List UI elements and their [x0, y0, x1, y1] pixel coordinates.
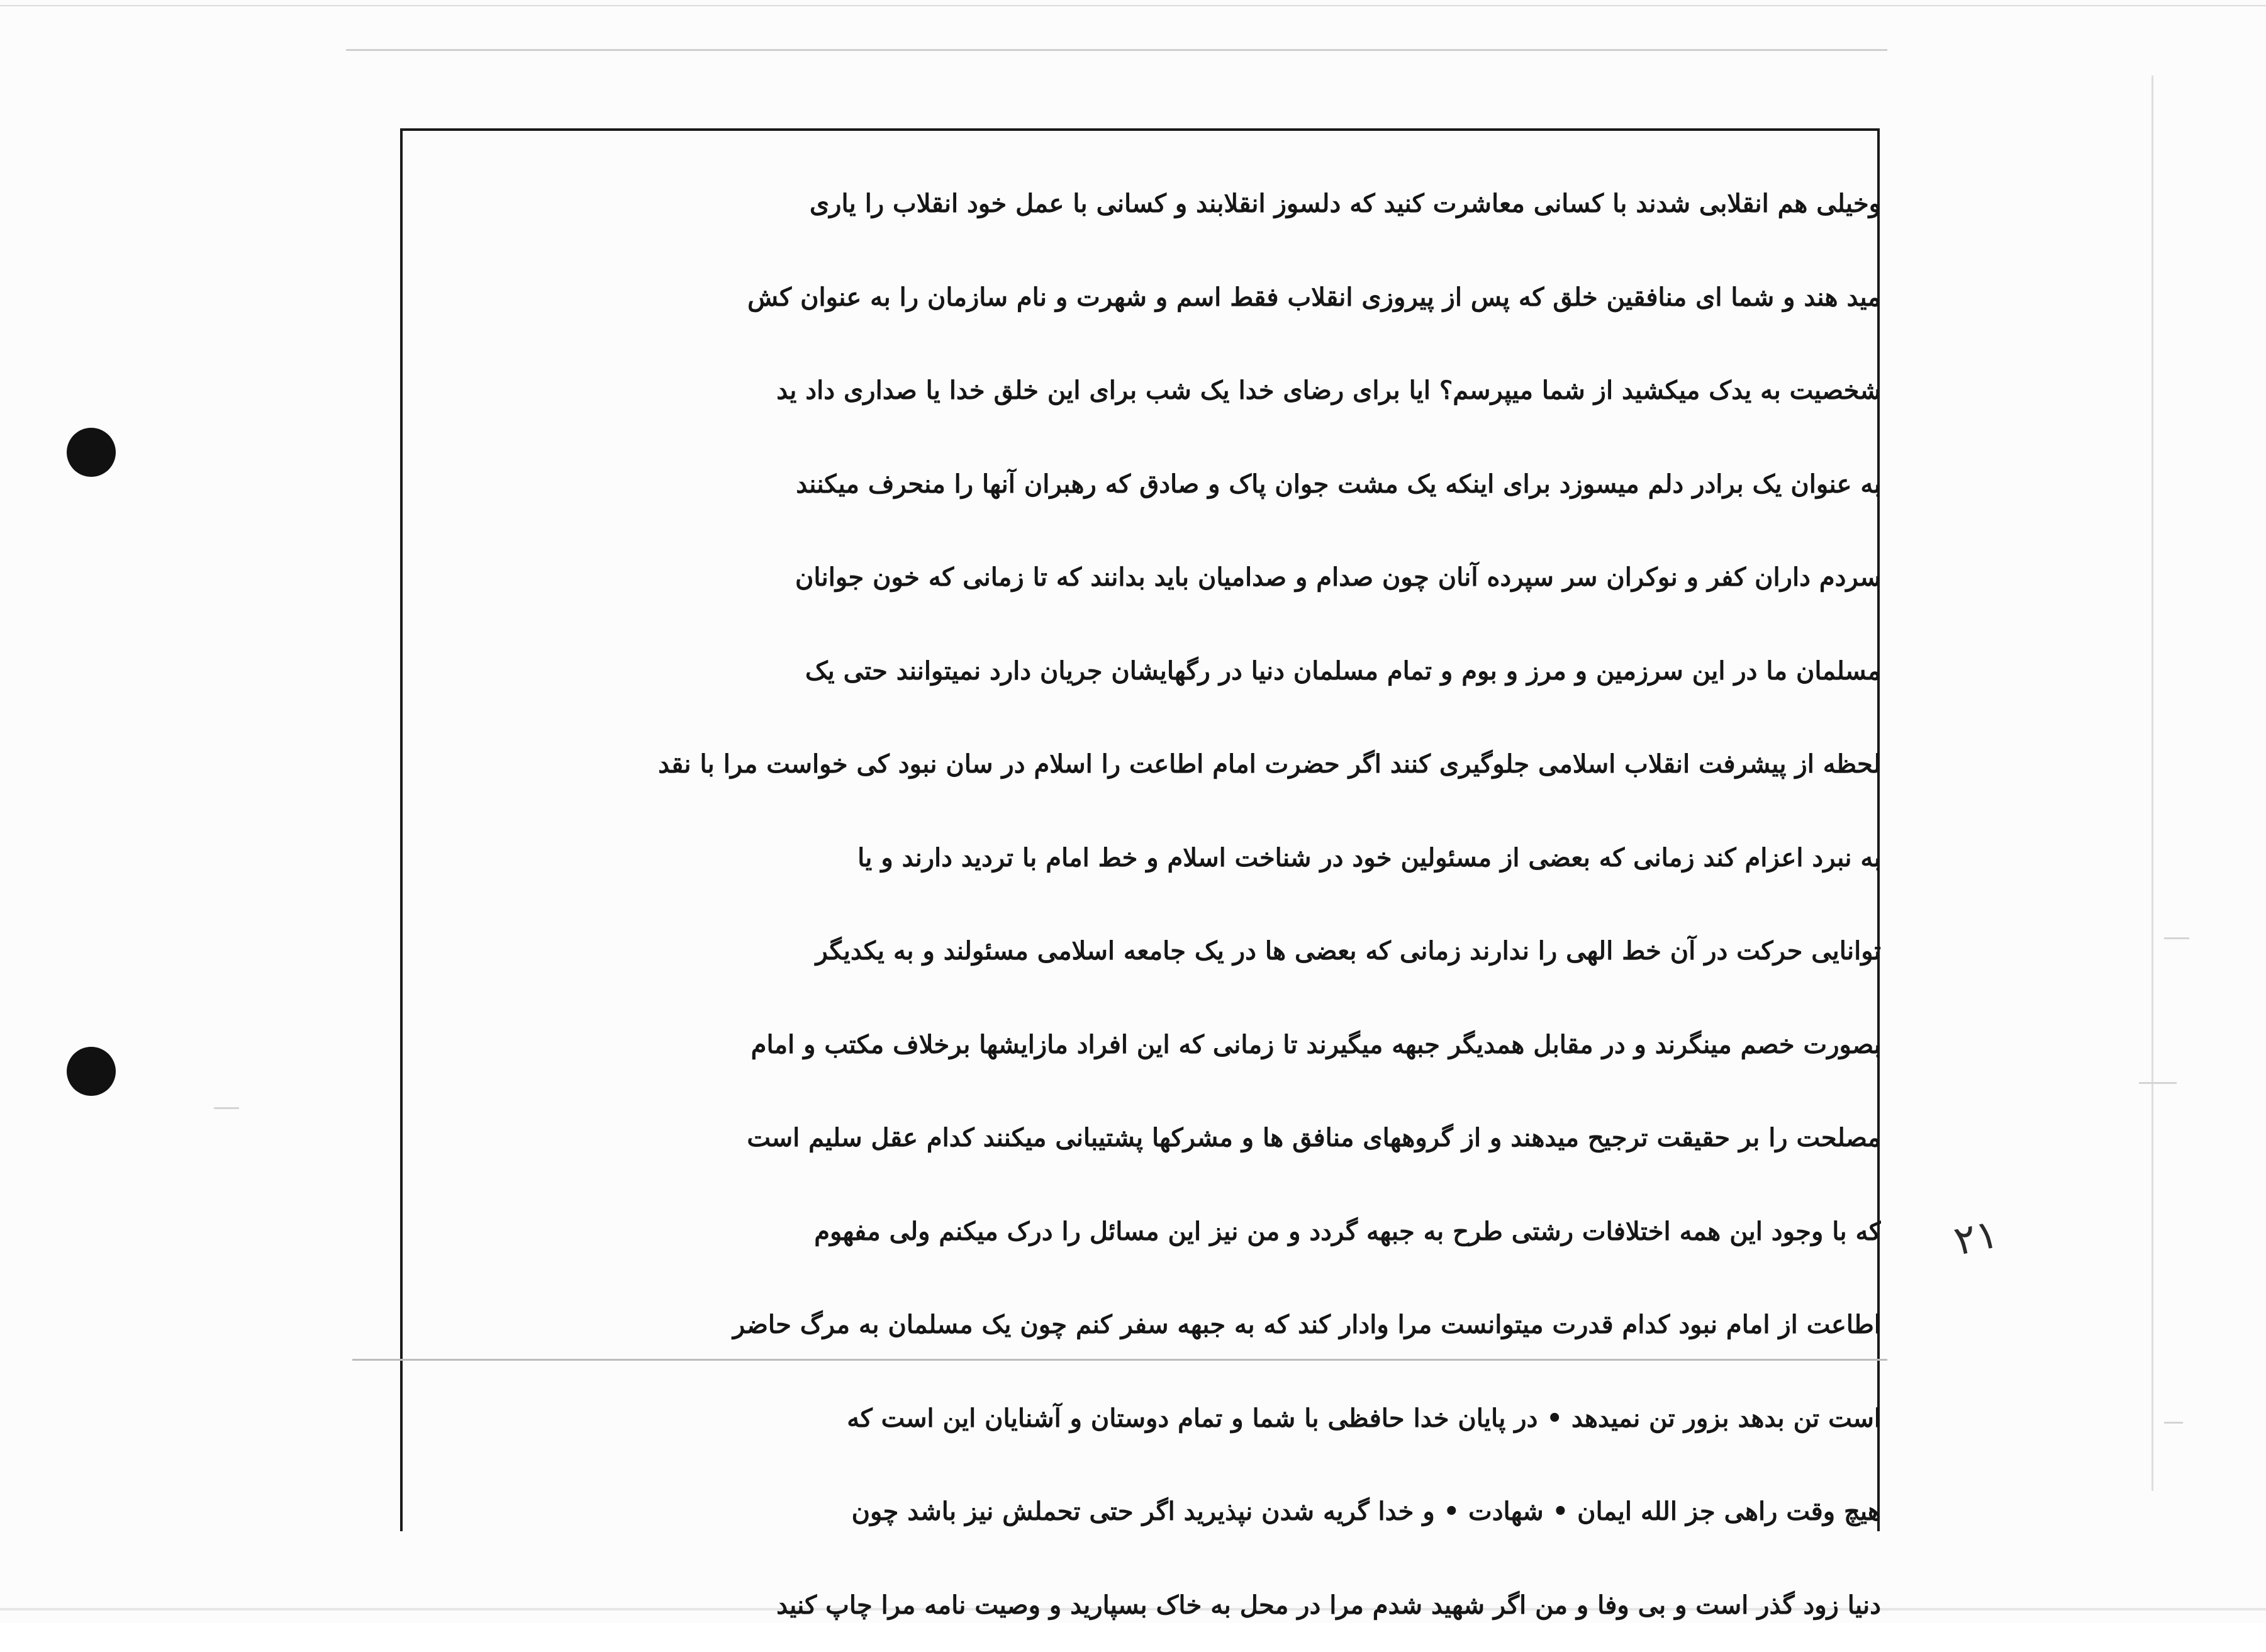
scan-artifact: [2164, 1422, 2183, 1424]
punch-hole-top: [67, 428, 116, 477]
handwritten-page-number: ۲۱: [1950, 1204, 2036, 1275]
text-line: به عنوان یک برادر دلم میسوزد برای اینکه یک مشت جوان پاک و صادق که رهبران آنها را منحرف میکنند: [428, 438, 1881, 532]
text-line: به نبرد اعزام کند زمانی که بعضی از مسئولین خود در شناخت اسلام و خط امام با تردید دارند و یا: [428, 812, 1881, 905]
copy-top-edge: [346, 49, 1887, 51]
text-line: هیچ وقت راهی جز الله ایمان • شهادت • و خدا گریه شدن نپذیرید اگر حتی تحملش نیز باشد چون: [428, 1465, 1881, 1559]
scan-artifact: [214, 1107, 239, 1109]
text-line: اطاعت از امام نبود کدام قدرت میتوانست مرا وادار کند که به جبهه سفر کنم چون یک مسلمان به مرگ حاضر: [428, 1278, 1881, 1372]
text-line: است تن بدهد بزور تن نمیدهد • در پایان خدا حافظی با شما و تمام دوستان و آشنایان این است که: [428, 1372, 1881, 1466]
scan-artifact: [2164, 937, 2189, 939]
text-line: دنیا زود گذر است و بی وفا و من اگر شهید شدم مرا در محل به خاک بسپارید و وصیت نامه مرا چاپ کنید: [428, 1559, 1881, 1652]
scan-top-edge: [0, 5, 2266, 6]
text-line: بصورت خصم مینگرند و در مقابل همدیگر جبهه میگیرند تا زمانی که این افراد مازایشها برخلاف مکتب و امام: [428, 998, 1881, 1092]
text-line: سردم داران کفر و نوکران سر سپرده آنان چون صدام و صدامیان باید بدانند که تا زمانی که خون جوانان: [428, 531, 1881, 625]
text-line: مید هند و شما ای منافقین خلق که پس از پیروزی انقلاب فقط اسم و شهرت و نام سازمان را به عنوان کش: [428, 251, 1881, 345]
scan-artifact: [2139, 1082, 2177, 1084]
copy-right-edge: [2152, 75, 2153, 1491]
text-line: توانایی حرکت در آن خط الهی را ندارند زمانی که بعضی ها در یک جامعه اسلامی مسئولند و به یکدیگر: [428, 905, 1881, 998]
text-line: مصلحت را بر حقیقت ترجیح میدهند و از گروههای منافق ها و مشرکها پشتیبانی میکنند کدام عقل سلیم است: [428, 1091, 1881, 1185]
text-line: مسلمان ما در این سرزمین و مرز و بوم و تمام مسلمان دنیا در رگهایشان جریان دارد نمیتوانند حتی یک: [428, 625, 1881, 718]
punch-hole-bottom: [67, 1047, 116, 1096]
text-line: لحظه از پیشرفت انقلاب اسلامی جلوگیری کنند اگر حضرت امام اطاعت را اسلام در سان نبود کی خواست مرا با نقد: [428, 718, 1881, 812]
text-line: که با وجود این همه اختلافات رشتی طرح به جبهه گردد و من نیز این مسائل را درک میکنم ولی مفهوم: [428, 1185, 1881, 1279]
text-line: وخیلی هم انقلابی شدند با کسانی معاشرت کنید که دلسوز انقلابند و کسانی با عمل خود انقلاب را یاری: [428, 157, 1881, 251]
text-line: شخصیت به یدک میکشید از شما میپرسم؟ ایا برای رضای خدا یک شب برای این خلق خدا یا صداری داد ید: [428, 344, 1881, 438]
letter-body: [428, 157, 1881, 1652]
